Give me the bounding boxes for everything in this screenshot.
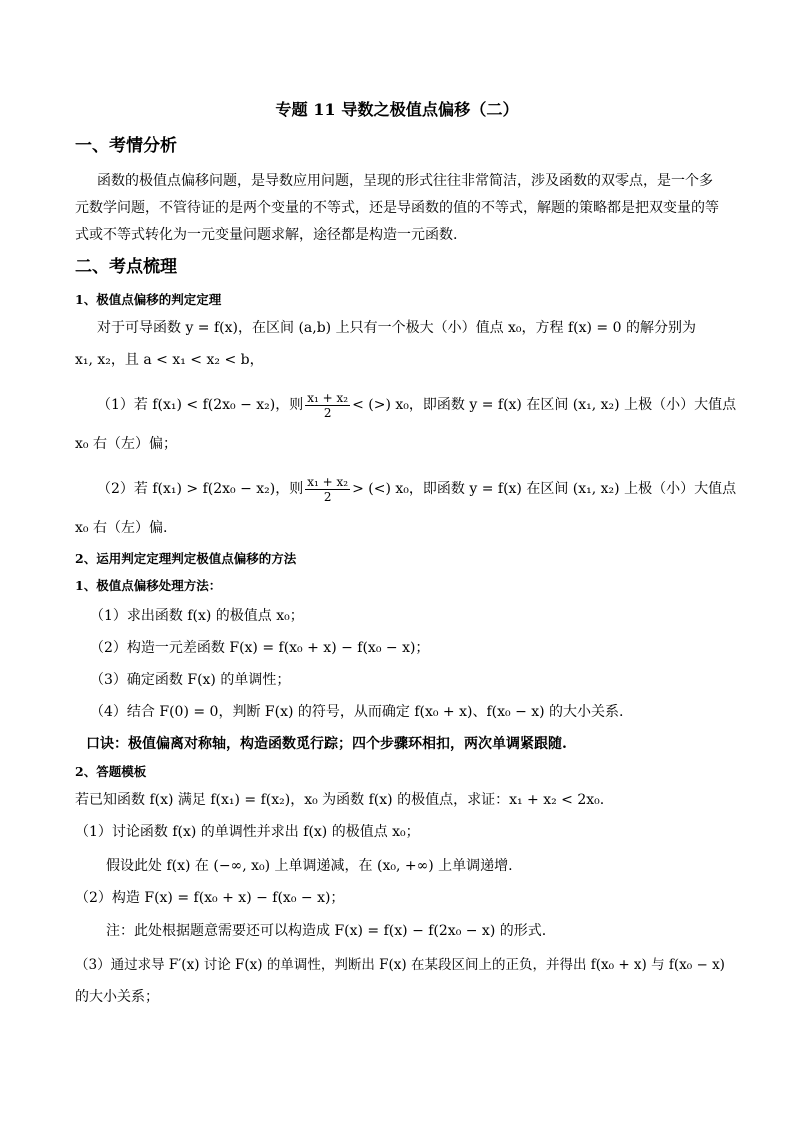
subheading-method: 2、运用判定定理判定极值点偏移的方法 xyxy=(75,551,297,566)
section-heading-points: 二、考点梳理 xyxy=(75,257,177,277)
theorem-line-2: x₁, x₂，且 a < x₁ < x₂ < b， xyxy=(75,352,264,368)
template-step-1: （1）讨论函数 f(x) 的单调性并求出 f(x) 的极值点 x₀； xyxy=(75,824,420,840)
fraction-numerator: x₁ + x₂ xyxy=(307,390,349,405)
template-step-3-line-1: （3）通过求导 F′(x) 讨论 F(x) 的单调性，判断出 F(x) 在某段区间上的正负，并得出 f(x₀ + x) 与 f(x₀ − x) xyxy=(75,957,725,973)
procedure-step-3: （3）确定函数 F(x) 的单调性； xyxy=(90,672,291,688)
case-1-conclusion: < (>) x₀，即函数 y = f(x) 在区间 (x₁, x₂) 上极（小）大值点 xyxy=(352,397,737,413)
procedure-step-2: （2）构造一元差函数 F(x) = f(x₀ + x) − f(x₀ − x)； xyxy=(90,640,430,656)
analysis-paragraph-line-2: 元数学问题，不管待证的是两个变量的不等式，还是导函数的值的不等式，解题的策略都是把双变量的等 xyxy=(75,200,719,216)
fraction-denominator: 2 xyxy=(323,405,332,420)
case-1-continuation: x₀ 右（左）偏； xyxy=(75,436,177,452)
case-1-condition: （1）若 f(x₁) < f(2x₀ − x₂)，则 xyxy=(97,397,304,413)
analysis-paragraph-line-3: 式或不等式转化为一元变量问题求解，途径都是构造一元函数. xyxy=(75,227,458,243)
template-step-1-note: 假设此处 f(x) 在 (−∞, x₀) 上单调递减，在 (x₀, +∞) 上单调递增. xyxy=(106,858,513,874)
subheading-theorem: 1、极值点偏移的判定定理 xyxy=(75,292,222,307)
fraction-numerator: x₁ + x₂ xyxy=(307,474,349,489)
case-1-fraction xyxy=(305,391,350,420)
case-2-conclusion: > (<) x₀，即函数 y = f(x) 在区间 (x₁, x₂) 上极（小）大值点 xyxy=(352,481,737,497)
section-heading-analysis: 一、考情分析 xyxy=(75,136,177,156)
procedure-step-1: （1）求出函数 f(x) 的极值点 x₀； xyxy=(90,608,304,624)
page-title: 专题 11 导数之极值点偏移（二） xyxy=(275,100,519,119)
template-step-3-line-2: 的大小关系； xyxy=(75,989,159,1005)
case-1-line xyxy=(97,388,736,422)
subheading-procedure: 1、极值点偏移处理方法： xyxy=(75,578,222,593)
template-step-2-note: 注：此处根据题意需要还可以构造成 F(x) = f(x) − f(2x₀ − x) 的形式. xyxy=(106,923,547,939)
template-step-2: （2）构造 F(x) = f(x₀ + x) − f(x₀ − x)； xyxy=(75,890,345,906)
subheading-template: 2、答题模板 xyxy=(75,764,147,779)
theorem-line-1: 对于可导函数 y = f(x)，在区间 (a,b) 上只有一个极大（小）值点 x₀，方程 f(x) = 0 的解分别为 xyxy=(97,320,696,336)
fraction-denominator: 2 xyxy=(323,489,332,504)
case-2-fraction xyxy=(305,475,350,504)
case-2-condition: （2）若 f(x₁) > f(2x₀ − x₂)，则 xyxy=(97,481,304,497)
analysis-paragraph-line-1: 函数的极值点偏移问题，是导数应用问题，呈现的形式往往非常简洁，涉及函数的双零点，是一个多 xyxy=(97,173,713,189)
case-2-line xyxy=(97,472,736,506)
case-2-continuation: x₀ 右（左）偏. xyxy=(75,520,168,536)
template-intro: 若已知函数 f(x) 满足 f(x₁) = f(x₂)，x₀ 为函数 f(x) 的极值点，求证：x₁ + x₂ < 2x₀. xyxy=(75,792,605,808)
mnemonic: 口诀：极值偏离对称轴，构造函数觅行踪；四个步骤环相扣，两次单调紧跟随. xyxy=(86,736,567,752)
procedure-step-4: （4）结合 F(0) = 0，判断 F(x) 的符号，从而确定 f(x₀ + x)、f(x₀ − x) 的大小关系. xyxy=(90,704,624,720)
